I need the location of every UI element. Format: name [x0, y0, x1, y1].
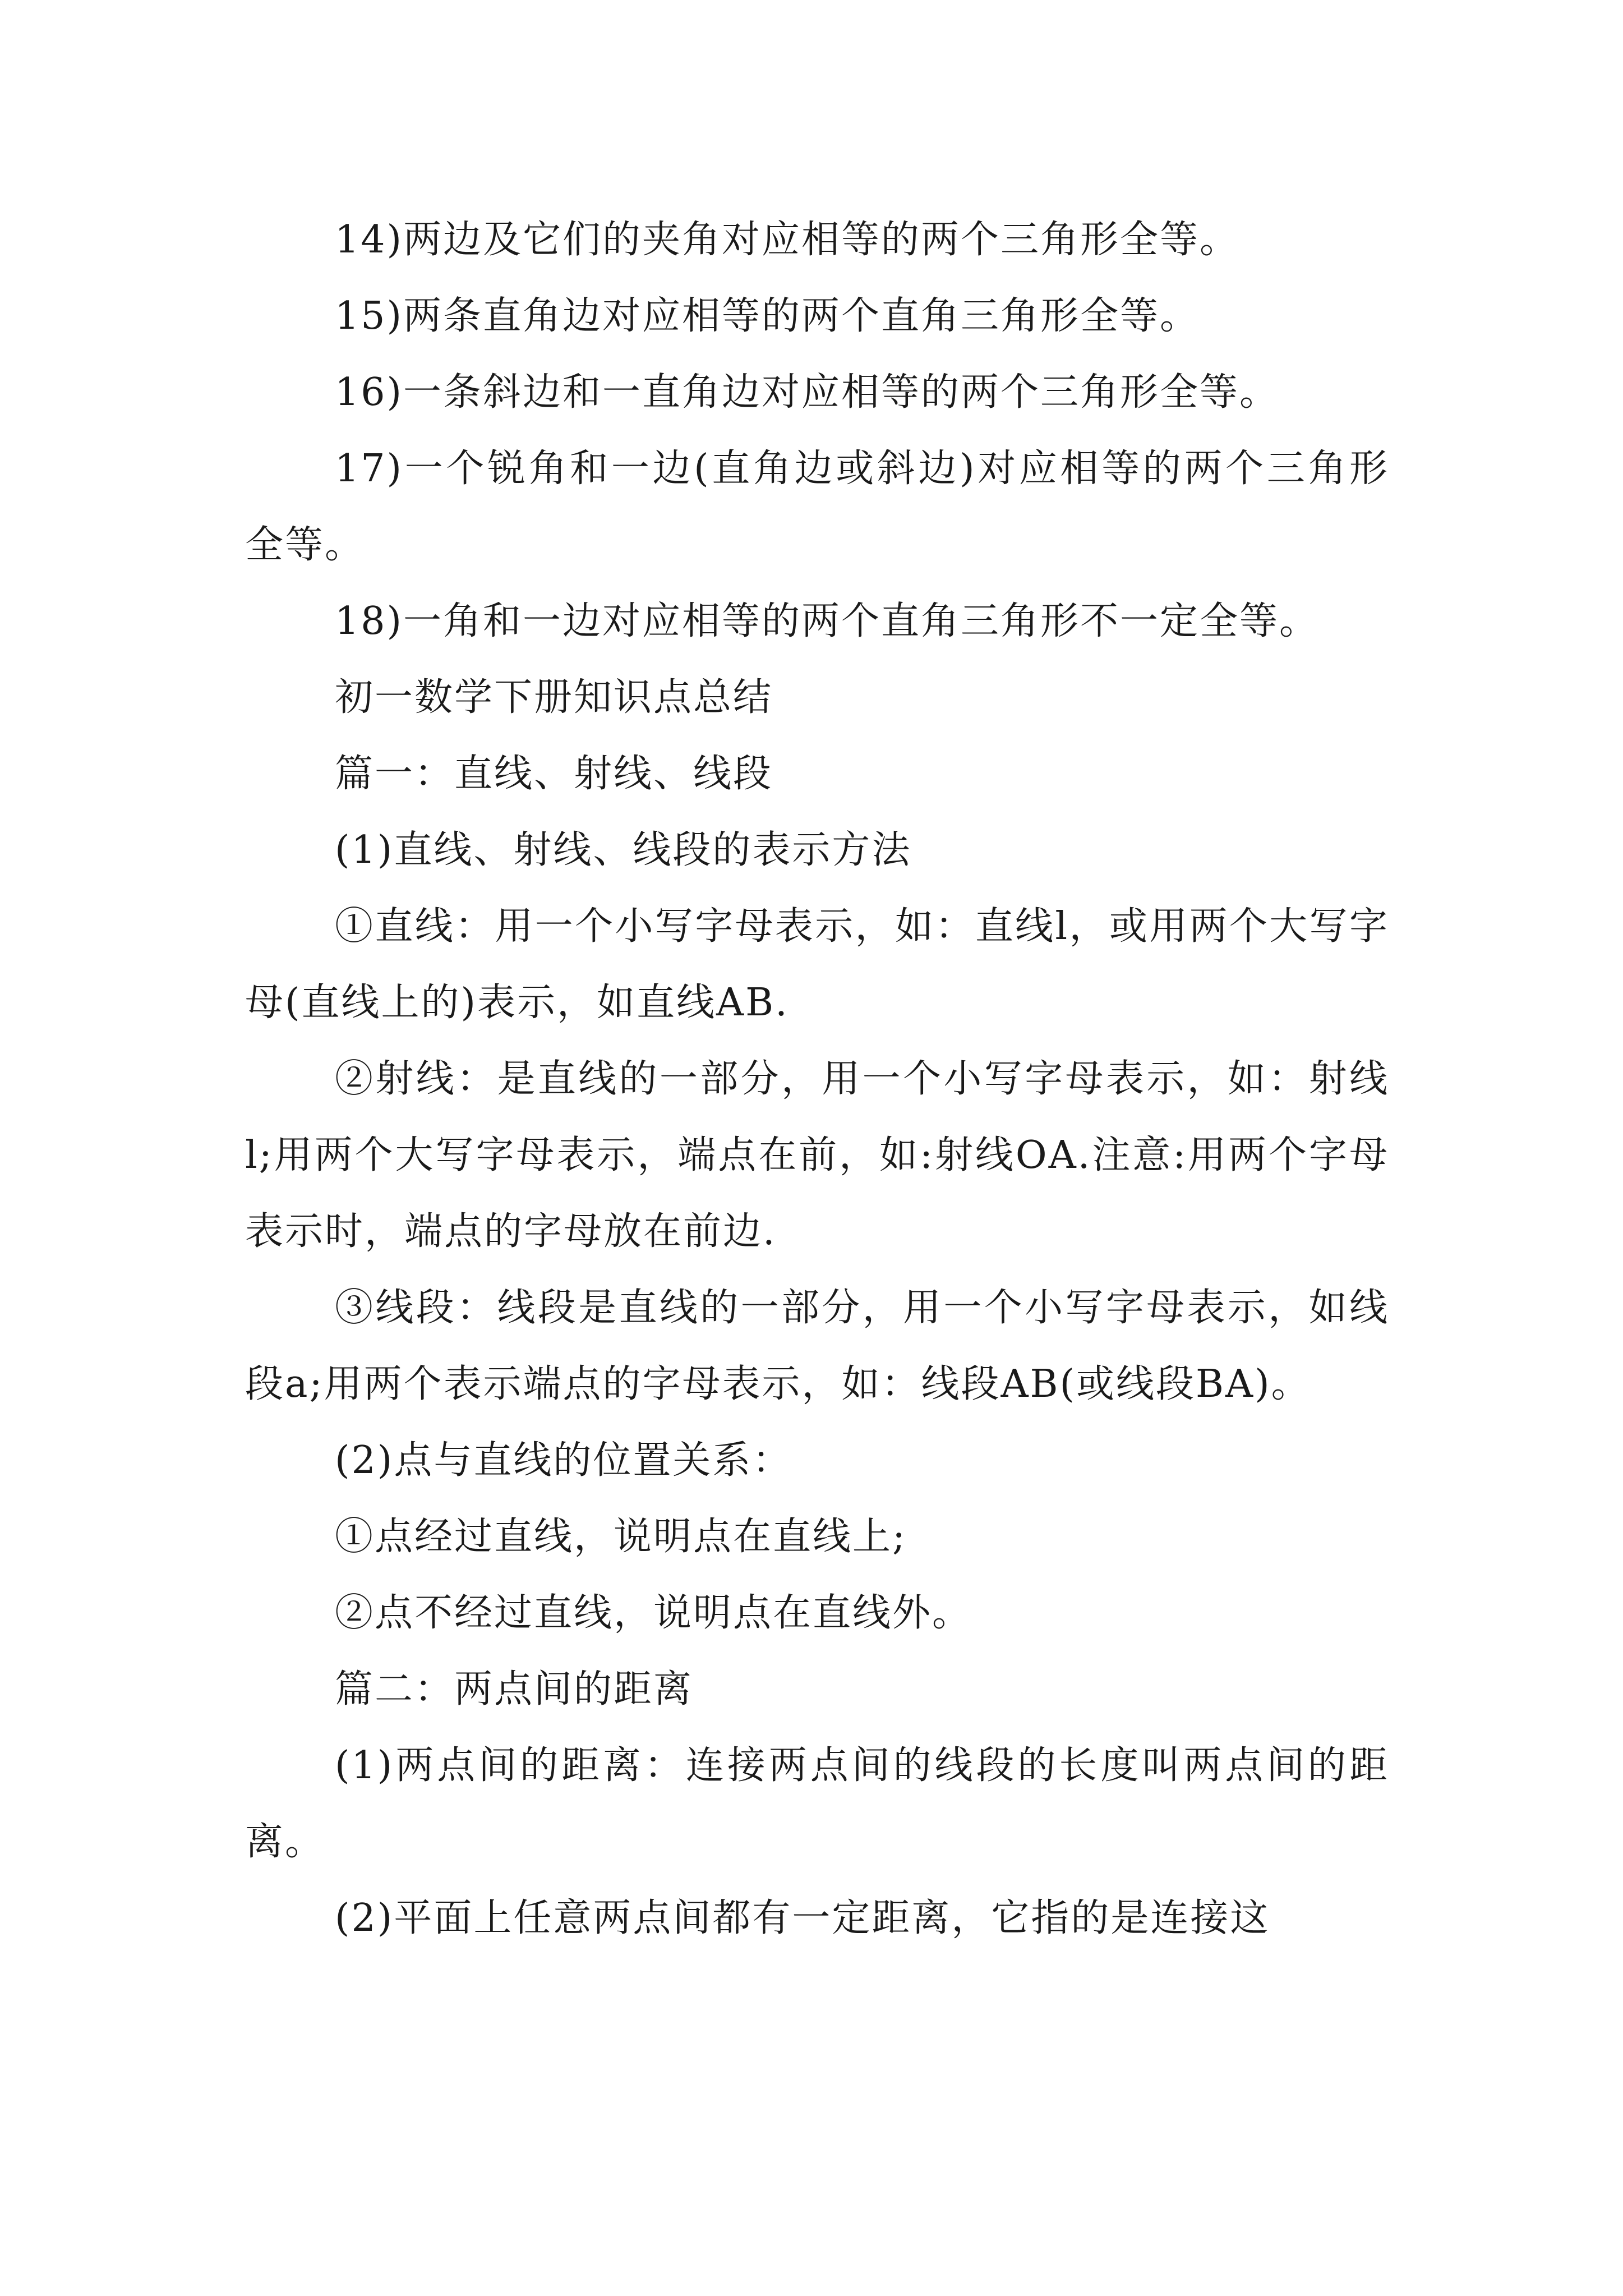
paragraph-distance-definition: (1)两点间的距离：连接两点间的线段的长度叫两点间的距离。: [245, 1743, 1389, 1864]
paragraph-theorem-17: 17)一个锐角和一边(直角边或斜边)对应相等的两个三角形全等。: [245, 447, 1389, 567]
subheading-point-line-relation: (2)点与直线的位置关系：: [335, 1438, 792, 1483]
paragraph-distance-plane: (2)平面上任意两点间都有一定距离，它指的是连接这: [335, 1896, 1270, 1940]
paragraph-segment: ③线段：线段是直线的一部分，用一个小写字母表示，如线段a;用两个表示端点的字母表示，如：线段AB(或线段BA)。: [245, 1286, 1389, 1406]
paragraph-ray: ②射线：是直线的一部分，用一个小写字母表示，如：射线l;用两个大写字母表示，端点在前，如:射线OA.注意:用两个字母表示时，端点的字母放在前边.: [245, 1057, 1389, 1254]
paragraph-theorem-15: 15)两条直角边对应相等的两个直角三角形全等。: [335, 294, 1200, 338]
paragraph-point-on-line: ①点经过直线，说明点在直线上;: [335, 1515, 907, 1559]
chapter-heading-1: 篇一：直线、射线、线段: [335, 752, 773, 796]
paragraph-point-off-line: ②点不经过直线，说明点在直线外。: [335, 1591, 972, 1635]
section-title: 初一数学下册知识点总结: [335, 675, 773, 720]
paragraph-line: ①直线：用一个小写字母表示，如：直线l，或用两个大写字母(直线上的)表示，如直线AB.: [245, 904, 1389, 1025]
paragraph-theorem-16: 16)一条斜边和一直角边对应相等的两个三角形全等。: [335, 370, 1280, 415]
paragraph-theorem-18: 18)一角和一边对应相等的两个直角三角形不一定全等。: [335, 599, 1320, 643]
chapter-heading-2: 篇二：两点间的距离: [335, 1667, 694, 1711]
document-body: [245, 202, 1389, 1957]
paragraph-theorem-14: 14)两边及它们的夹角对应相等的两个三角形全等。: [335, 218, 1240, 262]
subheading-representation: (1)直线、射线、线段的表示方法: [335, 828, 912, 872]
